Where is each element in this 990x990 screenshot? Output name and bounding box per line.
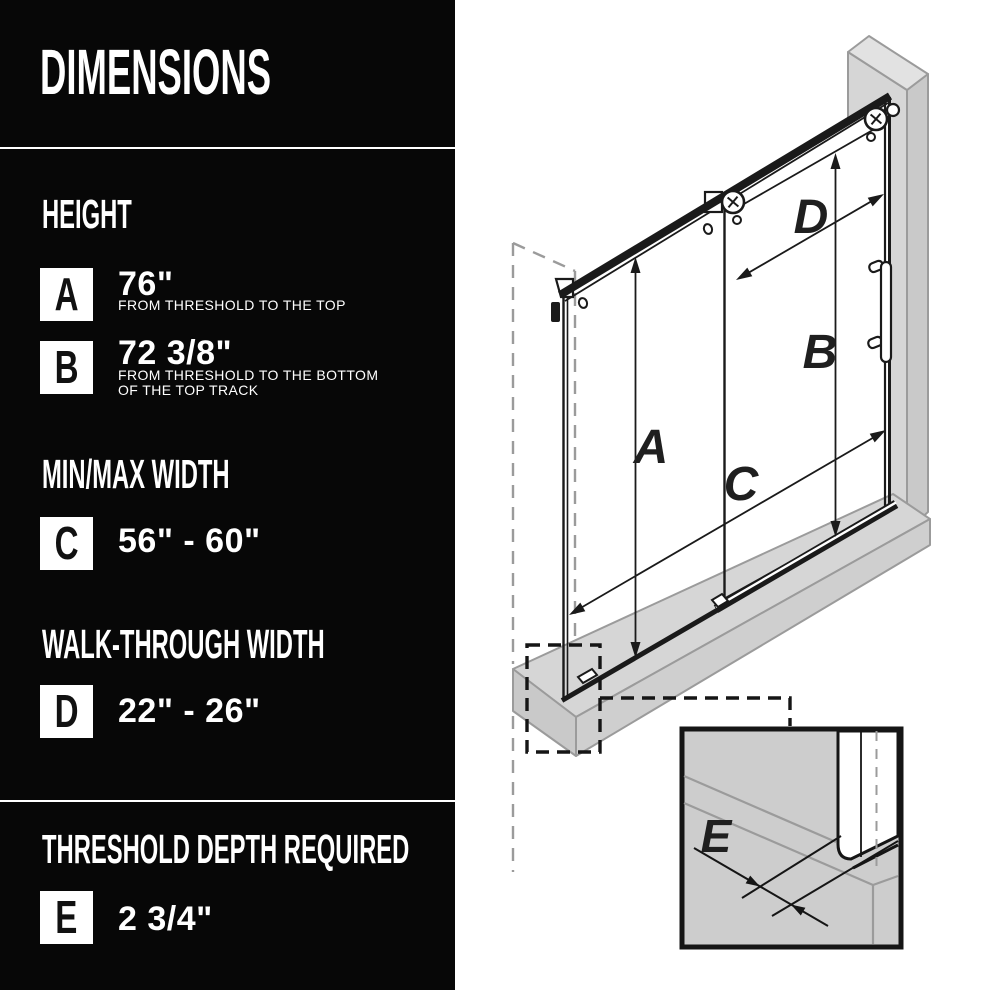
diagram-label-c: C: [723, 458, 759, 511]
dimension-badge-c: [40, 517, 93, 570]
dimension-badge-a: [40, 268, 93, 321]
dimension-badge-e-letter: E: [55, 891, 78, 943]
dimension-caption-b-line2: OF THE TOP TRACK: [118, 382, 259, 398]
separator-bottom: [0, 800, 455, 802]
dimension-badge-b-letter: B: [54, 341, 79, 393]
dimension-value-a: 76": [118, 265, 174, 303]
separator-top: [0, 147, 455, 149]
diagram-label-b: B: [802, 326, 838, 379]
diagram-label-e: E: [700, 810, 732, 862]
sidebar: [0, 0, 455, 990]
dimension-badge-e: [40, 891, 93, 944]
section-heading-threshold-depth: THRESHOLD DEPTH REQUIRED: [42, 826, 410, 872]
section-heading-minmax-width: MIN/MAX WIDTH: [42, 451, 230, 497]
threshold-detail-inset: [682, 729, 901, 947]
diagram-label-d: D: [793, 191, 829, 244]
dimension-caption-b-line1: FROM THRESHOLD TO THE BOTTOM: [118, 367, 379, 383]
dimension-badge-c-letter: C: [54, 517, 79, 569]
dimension-value-d: 22" - 26": [118, 692, 261, 730]
diagram-label-a: A: [633, 421, 669, 474]
page-title: DIMENSIONS: [40, 36, 272, 108]
section-heading-height: HEIGHT: [42, 191, 132, 237]
section-heading-walkthrough-width: WALK-THROUGH WIDTH: [42, 621, 325, 667]
dimension-value-e: 2 3/4": [118, 900, 213, 938]
dimension-badge-a-letter: A: [54, 268, 79, 320]
dimension-badge-b: [40, 341, 93, 394]
shower-door-isometric-diagram: [455, 0, 990, 990]
dimension-badge-d-letter: D: [54, 685, 79, 737]
dimension-caption-a: FROM THRESHOLD TO THE TOP: [118, 297, 346, 313]
dimension-value-b: 72 3/8": [118, 334, 233, 372]
dimension-badge-d: [40, 685, 93, 738]
dimension-value-c: 56" - 60": [118, 522, 261, 560]
